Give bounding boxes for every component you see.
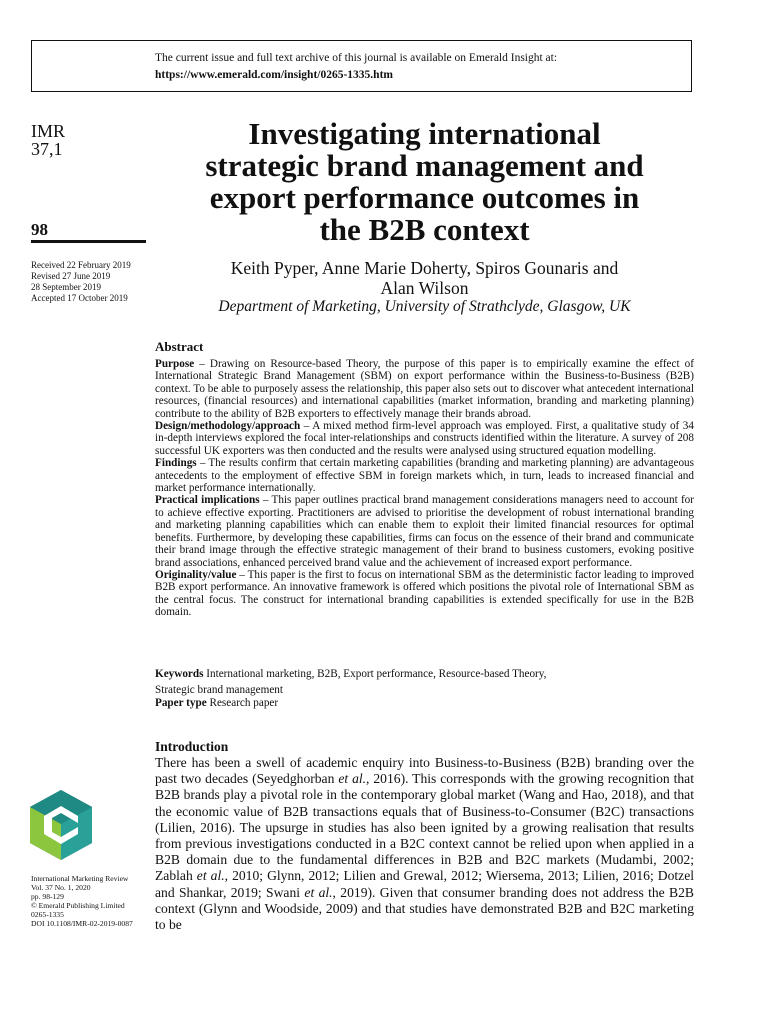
- received-dates: Received 22 February 2019 Revised 27 June 2019 28 September 2019 Accepted 17 October 2019: [31, 260, 131, 303]
- publication-info: International Marketing Review Vol. 37 No. 1, 2020 pp. 98-129 © Emerald Publishing Limited 0265-1335 DOI 10.1108/IMR-02-2019-0087: [31, 874, 133, 929]
- author-list: Keith Pyper, Anne Marie Doherty, Spiros Gounaris and Alan Wilson: [230, 258, 619, 298]
- keywords: Keywords International marketing, B2B, Export performance, Resource-based Theory, Strategic brand management: [155, 668, 547, 696]
- journal-url-link[interactable]: https://www.emerald.com/insight/0265-1335.htm: [155, 69, 393, 81]
- abstract-findings: Findings – The results confirm that certain marketing capabilities (branding and marketing planning) are advantageous antecedents to the employment of effective SBM in foreign markets which, in turn, leads to increased financial and market performance internationally.: [155, 457, 694, 495]
- access-notice-text: The current issue and full text archive of this journal is available on Emerald Insight at:: [155, 52, 558, 64]
- author-affiliation: Department of Marketing, University of Strathclyde, Glasgow, UK: [218, 298, 631, 315]
- abstract-body: [155, 358, 694, 619]
- paper-type: Paper type Research paper: [155, 697, 279, 709]
- access-notice-box: [31, 40, 692, 92]
- emerald-logo-icon: [30, 790, 92, 860]
- abstract-purpose: Purpose – Drawing on Resource-based Theory, the purpose of this paper is to empirically examine the effect of International Strategic Brand Management (SBM) on export performance within the Business-to-Business (B2B) context. To be able to purposely assess the relationship, this paper also sets out to discover what antecedent international resources, (financial resources) and international capabilities (market information, branding and marketing planning) contribute to the ability of B2B exporters to effectively manage their brands abroad.: [155, 358, 694, 420]
- abstract-design: Design/methodology/approach – A mixed method firm-level approach was employed. First, a qualitative study of 34 in-depth interviews explored the focal inter-relationships and constructs identified within the literature. A survey of 208 successful UK exporters was then conducted and the results were analysed using structured equation modelling.: [155, 420, 694, 457]
- article-title: Investigating international strategic brand management and export performance outcomes in the B2B context: [205, 116, 644, 247]
- abstract-heading: Abstract: [155, 339, 204, 354]
- journal-abbreviation: IMR 37,1: [31, 121, 66, 159]
- introduction-heading: Introduction: [155, 739, 229, 754]
- abstract-practical: Practical implications – This paper outlines practical brand management considerations managers need to account for to achieve effective exporting. Practitioners are advised to prioritise the development of robust international branding and marketing planning capabilities which can enable them to exploit their limited financial resources for optimal benefits. Furthermore, by developing these capabilities, firms can focus on the essence of their brand and communicate their brand image through the effective strategic management of their brand to business customers, evoking positive brand associations, enhanced perceived brand value and the achievement of increased export performance.: [155, 494, 695, 569]
- abstract-originality: Originality/value – This paper is the first to focus on international SBM as the deterministic factor leading to improved B2B export performance. An innovative framework is offered which positions the pivotal role of International SBM as the central focus. The construct for international branding capabilities is extended specifically for use in the B2B domain.: [155, 568, 694, 619]
- page-number: 98: [31, 220, 48, 239]
- introduction-body: There has been a swell of academic enquiry into Business-to-Business (B2B) branding over the past two decades (Seyedghorban et al., 2016). This corresponds with the growing recognition that B2B brands play a pivotal role in the contemporary global market (Wang and Hao, 2018), and that the economic value of B2B transactions equals that of Business-to-Consumer (B2C) transactions (Lilien, 2016). The upsurge in studies has also been ignited by a growing realisation that results from previous investigations conducted in a B2C context cannot be relied upon when applied in a B2B domain due to the fundamental differences in B2B and B2C markets (Mudambi, 2002; Zablah et al., 2010; Glynn, 2012; Lilien and Grewal, 2012; Wiersema, 2013; Lilien, 2016; Dotzel and Shankar, 2019; Swani et al., 2019). Given that consumer branding does not address the B2B context (Glynn and Woodside, 2009) and that studies have demonstrated B2B and B2C marketing to be: [155, 755, 695, 933]
- page-number-rule: [31, 240, 146, 243]
